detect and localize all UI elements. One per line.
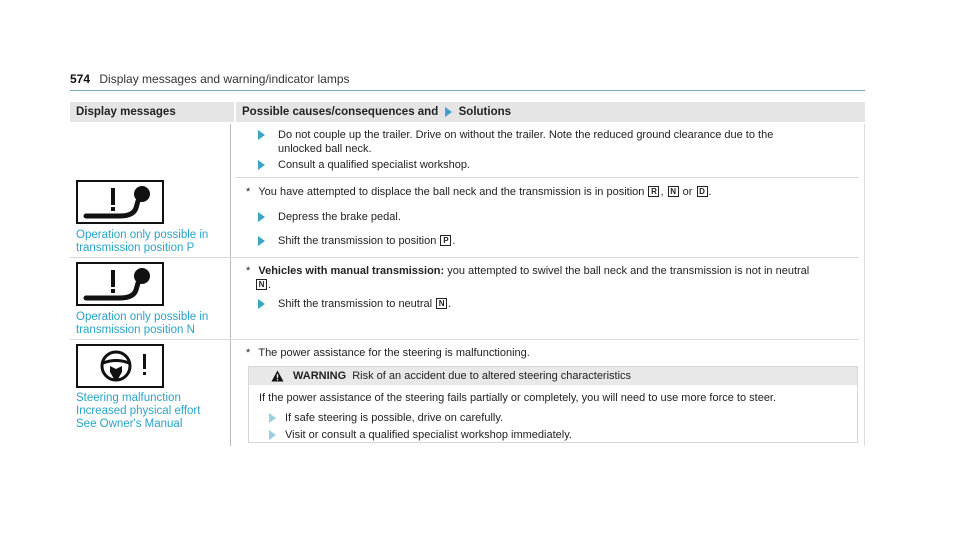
row2-message-line2: transmission position N — [76, 324, 195, 336]
row3-step2-text: Visit or consult a qualified specialist workshop immediately. — [285, 429, 572, 441]
key-p: P — [440, 235, 451, 246]
row3-message — [76, 392, 200, 431]
warning-header — [249, 367, 857, 385]
trailer-hitch-warning-icon — [76, 180, 164, 229]
row0-step2-text: Consult a qualified specialist workshop. — [278, 159, 470, 171]
col-header-causes-solutions — [236, 102, 865, 122]
row1-step1-text: Depress the brake pedal. — [278, 211, 401, 223]
row2-cause-bold: Vehicles with manual transmission: — [258, 265, 445, 277]
row3-step1-text: If safe steering is possible, drive on carefully. — [285, 412, 504, 424]
step-arrow-icon — [269, 430, 276, 440]
bullet-star: * — [246, 347, 251, 359]
warning-triangle-icon — [271, 370, 284, 388]
page-title: Display messages and warning/indicator lamps — [99, 72, 350, 86]
step-arrow-icon — [258, 236, 265, 246]
row2-step1-text: Shift the transmission to neutral — [278, 298, 433, 310]
row3-message-line1: Steering malfunction — [76, 392, 181, 404]
row3-cause-text: The power assistance for the steering is malfunctioning. — [258, 347, 530, 359]
row1-message-line2: transmission position P — [76, 242, 195, 254]
steering-wheel-warning-icon — [76, 344, 164, 393]
row2-cause-text: you attempted to swivel the ball neck and the transmission is not in neutral — [447, 265, 810, 277]
row3-cause — [246, 346, 858, 360]
warning-title: Risk of an accident due to altered steering characteristics — [352, 370, 632, 382]
row-separator — [70, 339, 859, 340]
row3-message-line3: See Owner's Manual — [76, 418, 183, 430]
page-header — [70, 72, 350, 86]
warning-label: WARNING — [293, 370, 347, 382]
row1-cause-text: You have attempted to displace the ball neck and the transmission is in position — [258, 186, 645, 198]
key-d: D — [697, 186, 708, 197]
page-number: 574 — [70, 72, 91, 86]
warning-box — [248, 366, 858, 443]
trailer-hitch-warning-icon — [76, 262, 164, 311]
col-header-causes-label: Possible causes/consequences and — [242, 106, 439, 118]
column-separator — [230, 124, 231, 446]
step-arrow-icon — [258, 130, 265, 140]
row2-message-line1: Operation only possible in — [76, 311, 209, 323]
row1-cause: * You have attempted to displace the ball neck and the transmission is in position R , N or D . — [246, 186, 712, 198]
row0-step1-line2: unlocked ball neck. — [278, 143, 372, 155]
col-header-solutions-label: Solutions — [458, 106, 512, 118]
step-arrow-icon — [258, 212, 265, 222]
bullet-star: * — [246, 186, 251, 198]
step-arrow-icon — [258, 299, 265, 309]
row3-message-line2: Increased physical effort — [76, 405, 201, 417]
row0-step1-line1: Do not couple up the trailer. Drive on without the trailer. Note the reduced ground clearance due to the — [278, 129, 774, 141]
key-r: R — [648, 186, 659, 197]
row2-cause: * Vehicles with manual transmission: you attempted to swivel the ball neck and the transmission is not in neutral N . — [246, 265, 810, 291]
col-header-display-messages: Display messages — [70, 102, 234, 122]
row1-message-line1: Operation only possible in — [76, 229, 209, 241]
row1-or: or — [682, 186, 693, 198]
row2-message — [76, 311, 208, 337]
row-separator — [236, 177, 859, 178]
row-separator — [70, 257, 859, 258]
key-n: N — [256, 279, 267, 290]
row1-step2-text: Shift the transmission to position — [278, 235, 437, 247]
right-edge-separator — [864, 124, 865, 446]
bullet-star: * — [246, 265, 251, 277]
key-n: N — [668, 186, 679, 197]
header-rule — [70, 90, 865, 91]
key-n: N — [436, 298, 447, 309]
row1-message — [76, 229, 208, 255]
warning-text: If the power assistance of the steering fails partially or completely, you will need to use more force to steer. — [259, 392, 777, 404]
solution-arrow-icon — [445, 107, 452, 117]
step-arrow-icon — [269, 413, 276, 423]
step-arrow-icon — [258, 160, 265, 170]
